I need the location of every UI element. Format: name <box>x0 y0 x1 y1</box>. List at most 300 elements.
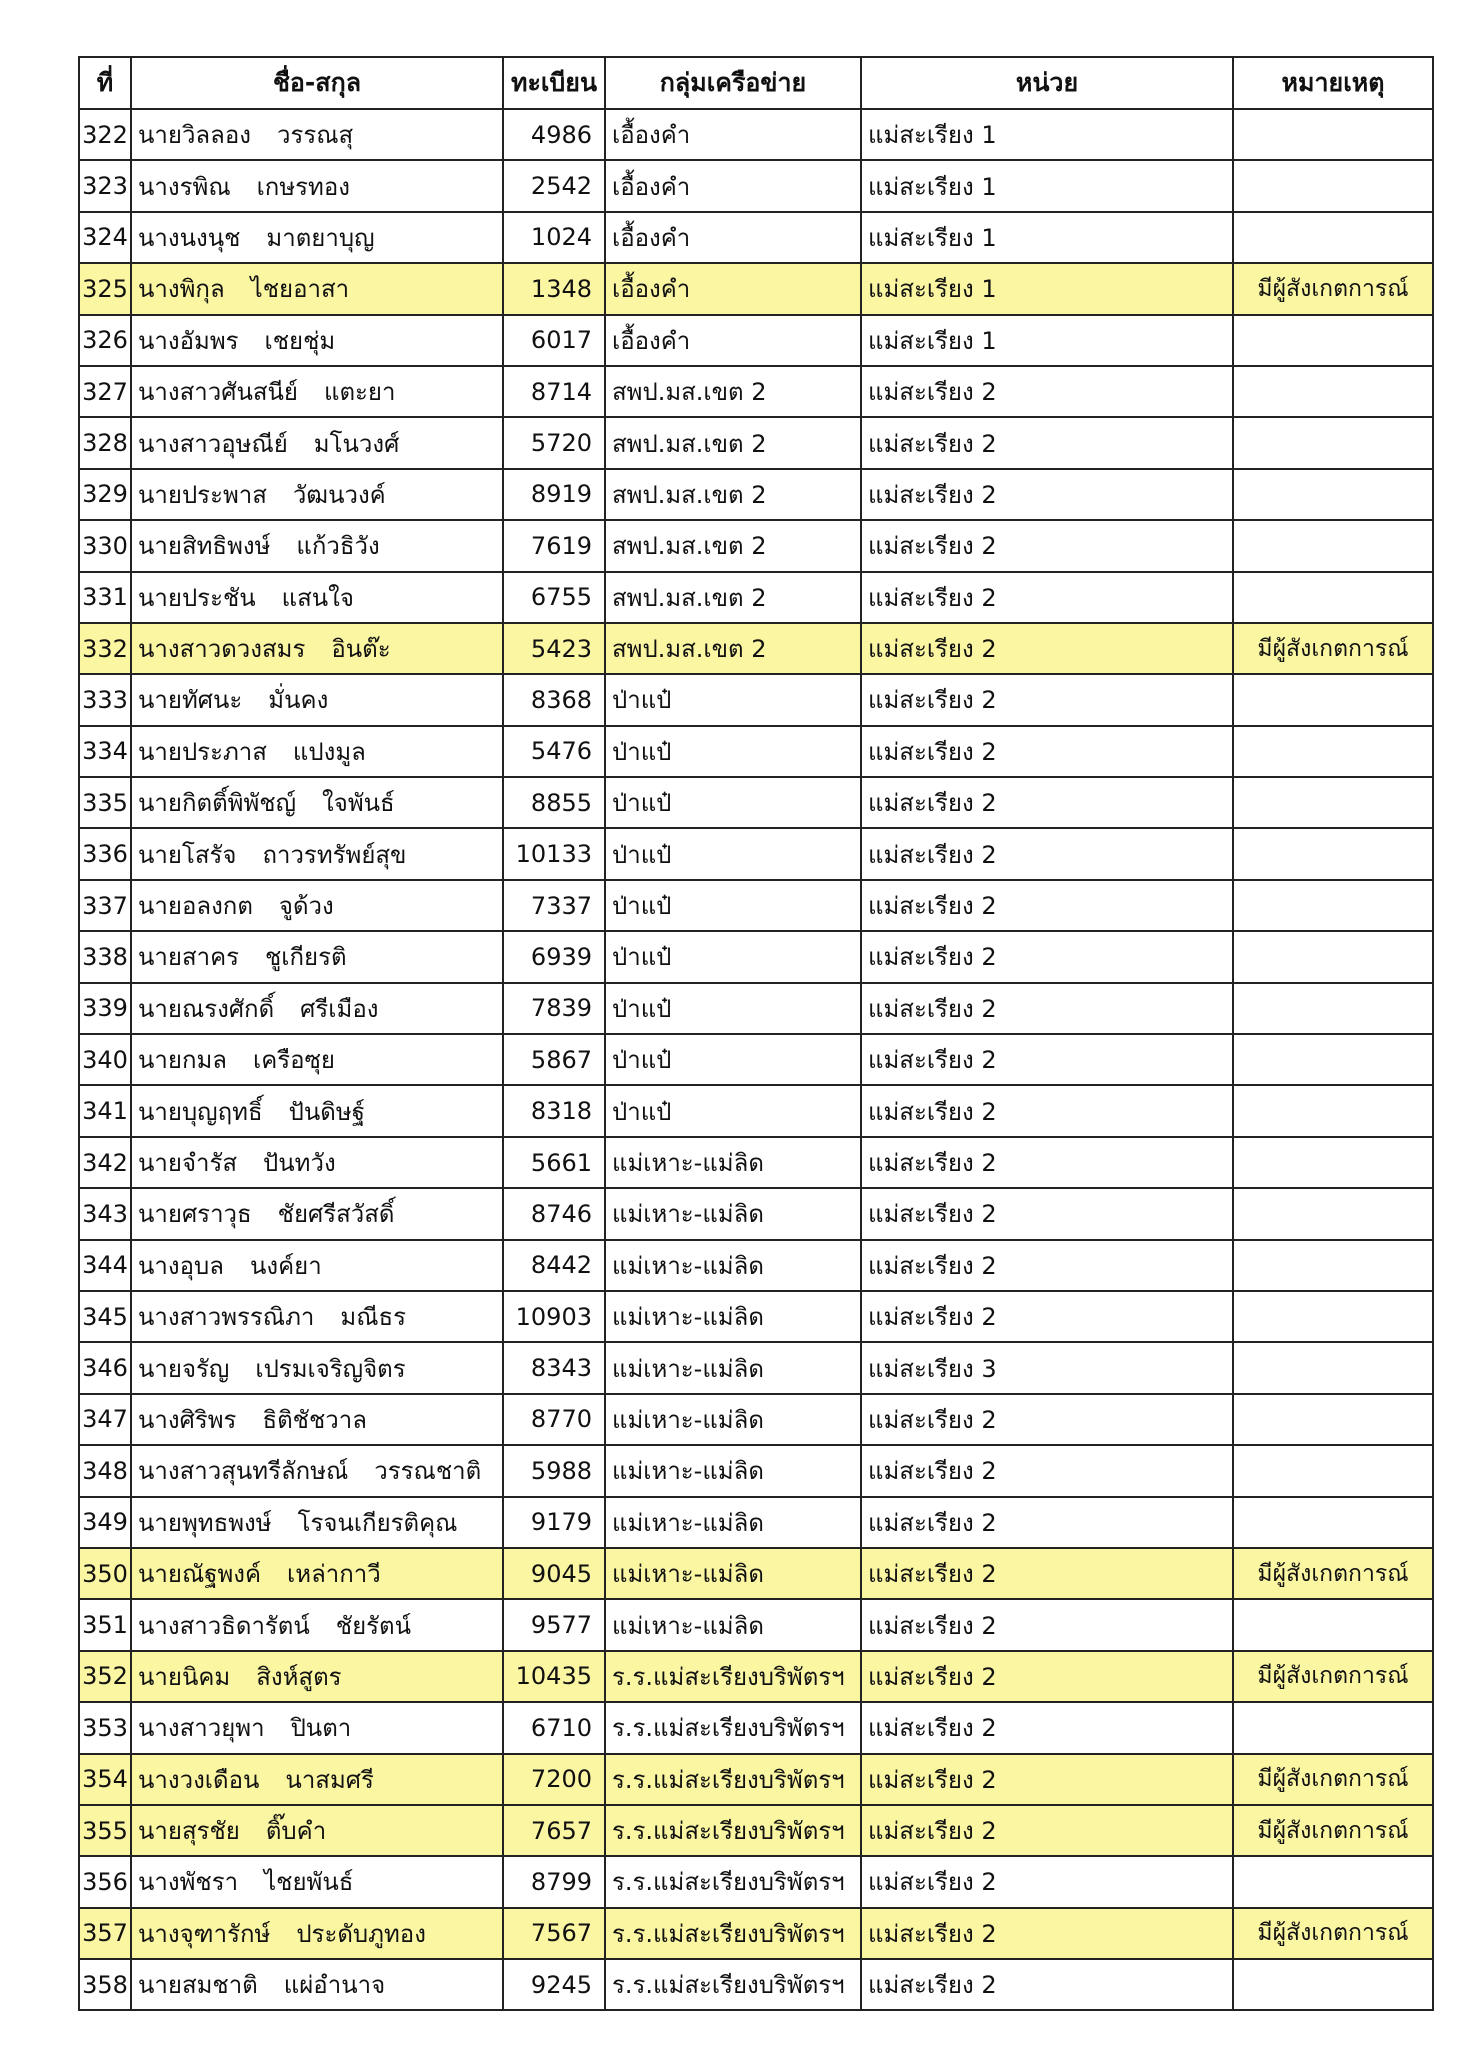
registration-number: 7200 <box>503 1754 605 1805</box>
network-group: ป่าแป๋ <box>605 726 861 777</box>
first-name: นางวงเดือน <box>138 1765 260 1794</box>
table-row <box>79 417 1433 468</box>
table-row <box>79 212 1433 263</box>
last-name: ชูเกียรติ <box>265 943 347 972</box>
registration-number: 10903 <box>503 1291 605 1342</box>
network-group: เอื้องคำ <box>605 160 861 211</box>
first-name: นางรพิณ <box>138 172 231 201</box>
row-number: 334 <box>79 726 131 777</box>
table-row <box>79 1240 1433 1291</box>
person-name <box>131 109 503 160</box>
note <box>1233 1702 1433 1753</box>
table-row <box>79 366 1433 417</box>
last-name: จูด้วง <box>278 892 334 921</box>
unit: แม่สะเรียง 2 <box>861 1085 1233 1136</box>
registration-number: 8368 <box>503 674 605 725</box>
first-name: นางสาวสุนทรีลักษณ์ <box>138 1457 349 1486</box>
header-registration: ทะเบียน <box>503 57 605 109</box>
network-group: ป่าแป๋ <box>605 828 861 879</box>
table-row <box>79 1034 1433 1085</box>
unit: แม่สะเรียง 2 <box>861 1599 1233 1650</box>
row-number: 339 <box>79 983 131 1034</box>
table-row <box>79 1394 1433 1445</box>
row-number: 353 <box>79 1702 131 1753</box>
unit: แม่สะเรียง 2 <box>861 1291 1233 1342</box>
registration-number: 6017 <box>503 315 605 366</box>
last-name: ไชยพันธ์ <box>264 1868 354 1897</box>
last-name: มั่นคง <box>268 686 329 715</box>
table-row <box>79 1291 1433 1342</box>
table-row <box>79 623 1433 674</box>
note <box>1233 1959 1433 2010</box>
last-name: เปรมเจริญจิตร <box>255 1354 406 1383</box>
registration-number: 4986 <box>503 109 605 160</box>
table-row <box>79 1085 1433 1136</box>
person-name <box>131 777 503 828</box>
network-group: ร.ร.แม่สะเรียงบริพัตรฯ <box>605 1702 861 1753</box>
person-name <box>131 366 503 417</box>
table-row <box>79 263 1433 314</box>
registration-number: 9179 <box>503 1497 605 1548</box>
row-number: 352 <box>79 1651 131 1702</box>
table-row <box>79 520 1433 571</box>
row-number: 342 <box>79 1137 131 1188</box>
person-name <box>131 572 503 623</box>
unit: แม่สะเรียง 2 <box>861 417 1233 468</box>
network-group: สพป.มส.เขต 2 <box>605 469 861 520</box>
table-row <box>79 1651 1433 1702</box>
last-name: เชยชุ่ม <box>264 326 336 355</box>
note <box>1233 520 1433 571</box>
registration-number: 5423 <box>503 623 605 674</box>
table-row <box>79 1548 1433 1599</box>
note <box>1233 880 1433 931</box>
person-name <box>131 160 503 211</box>
network-group: ป่าแป๋ <box>605 880 861 931</box>
row-number: 341 <box>79 1085 131 1136</box>
note <box>1233 726 1433 777</box>
row-number: 355 <box>79 1805 131 1856</box>
note <box>1233 1445 1433 1496</box>
header-note: หมายเหตุ <box>1233 57 1433 109</box>
last-name: แสนใจ <box>281 583 354 612</box>
table-header <box>79 57 1433 109</box>
last-name: นงค์ยา <box>249 1251 322 1280</box>
unit: แม่สะเรียง 2 <box>861 777 1233 828</box>
table-row <box>79 1497 1433 1548</box>
person-name <box>131 520 503 571</box>
note <box>1233 417 1433 468</box>
first-name: นายโสรัจ <box>138 840 237 869</box>
unit: แม่สะเรียง 2 <box>861 572 1233 623</box>
note <box>1233 212 1433 263</box>
header-unit: หน่วย <box>861 57 1233 109</box>
first-name: นายกมล <box>138 1046 228 1075</box>
table-row <box>79 315 1433 366</box>
last-name: โรจนเกียรติคุณ <box>297 1508 458 1537</box>
registration-number: 7839 <box>503 983 605 1034</box>
unit: แม่สะเรียง 2 <box>861 674 1233 725</box>
last-name: ไชยอาสา <box>250 275 350 304</box>
unit: แม่สะเรียง 2 <box>861 1856 1233 1907</box>
table-row <box>79 983 1433 1034</box>
person-name <box>131 1908 503 1959</box>
note <box>1233 983 1433 1034</box>
person-name <box>131 1548 503 1599</box>
note <box>1233 1240 1433 1291</box>
network-group: ร.ร.แม่สะเรียงบริพัตรฯ <box>605 1651 861 1702</box>
person-name <box>131 1085 503 1136</box>
first-name: นางสาวพรรณิภา <box>138 1303 315 1332</box>
header-network-group: กลุ่มเครือข่าย <box>605 57 861 109</box>
last-name: เครือซุย <box>253 1046 335 1075</box>
first-name: นายบุญฤทธิ์ <box>138 1097 263 1126</box>
table-row <box>79 674 1433 725</box>
unit: แม่สะเรียง 2 <box>861 983 1233 1034</box>
person-name <box>131 623 503 674</box>
network-group: แม่เหาะ-แม่ลิด <box>605 1548 861 1599</box>
row-number: 358 <box>79 1959 131 2010</box>
table-row <box>79 109 1433 160</box>
last-name: นาสมศรี <box>285 1765 374 1794</box>
first-name: นางพิกุล <box>138 275 225 304</box>
row-number: 340 <box>79 1034 131 1085</box>
first-name: นายสาคร <box>138 943 240 972</box>
note <box>1233 674 1433 725</box>
table-row <box>79 828 1433 879</box>
row-number: 329 <box>79 469 131 520</box>
last-name: ปันทวัง <box>263 1149 336 1177</box>
person-name <box>131 1188 503 1239</box>
registration-number: 9245 <box>503 1959 605 2010</box>
table-row <box>79 469 1433 520</box>
network-group: ป่าแป๋ <box>605 931 861 982</box>
unit: แม่สะเรียง 2 <box>861 623 1233 674</box>
row-number: 328 <box>79 417 131 468</box>
person-name <box>131 1394 503 1445</box>
note <box>1233 109 1433 160</box>
person-name <box>131 983 503 1034</box>
row-number: 331 <box>79 572 131 623</box>
network-group: แม่เหาะ-แม่ลิด <box>605 1188 861 1239</box>
network-group: ป่าแป๋ <box>605 777 861 828</box>
person-name <box>131 1034 503 1085</box>
table-row <box>79 1599 1433 1650</box>
network-group: เอื้องคำ <box>605 263 861 314</box>
first-name: นายประภาส <box>138 737 267 766</box>
note <box>1233 469 1433 520</box>
last-name: เหล่ากาวี <box>287 1560 381 1589</box>
row-number: 347 <box>79 1394 131 1445</box>
table-row <box>79 1445 1433 1496</box>
person-name <box>131 417 503 468</box>
note <box>1233 1137 1433 1188</box>
row-number: 337 <box>79 880 131 931</box>
last-name: แปงมูล <box>292 737 366 766</box>
note <box>1233 160 1433 211</box>
person-name <box>131 263 503 314</box>
person-name <box>131 1754 503 1805</box>
registration-number: 1024 <box>503 212 605 263</box>
row-number: 333 <box>79 674 131 725</box>
last-name: วรรณชาติ <box>374 1457 482 1486</box>
row-number: 322 <box>79 109 131 160</box>
unit: แม่สะเรียง 2 <box>861 931 1233 982</box>
network-group: ร.ร.แม่สะเรียงบริพัตรฯ <box>605 1959 861 2010</box>
registration-number: 5988 <box>503 1445 605 1496</box>
row-number: 351 <box>79 1599 131 1650</box>
last-name: ชัยศรีสวัสดิ์ <box>277 1200 395 1229</box>
unit: แม่สะเรียง 2 <box>861 1908 1233 1959</box>
table-row <box>79 777 1433 828</box>
unit: แม่สะเรียง 2 <box>861 366 1233 417</box>
last-name: แผ่อำนาจ <box>283 1971 386 2000</box>
first-name: นายสิทธิพงษ์ <box>138 532 271 561</box>
registration-number: 8318 <box>503 1085 605 1136</box>
registration-number: 2542 <box>503 160 605 211</box>
person-name <box>131 1291 503 1342</box>
person-name <box>131 1599 503 1650</box>
last-name: ชัยรัตน์ <box>335 1611 412 1640</box>
unit: แม่สะเรียง 2 <box>861 726 1233 777</box>
network-group: แม่เหาะ-แม่ลิด <box>605 1240 861 1291</box>
person-name <box>131 1497 503 1548</box>
network-group: ป่าแป๋ <box>605 983 861 1034</box>
unit: แม่สะเรียง 1 <box>861 263 1233 314</box>
note: มีผู้สังเกตการณ์ <box>1233 1908 1433 1959</box>
header-no: ที่ <box>79 57 131 109</box>
note <box>1233 1034 1433 1085</box>
table-row <box>79 726 1433 777</box>
row-number: 343 <box>79 1188 131 1239</box>
last-name: เกษรทอง <box>256 172 350 201</box>
person-name <box>131 1805 503 1856</box>
note <box>1233 1342 1433 1393</box>
table-row <box>79 880 1433 931</box>
table-row <box>79 1959 1433 2010</box>
row-number: 345 <box>79 1291 131 1342</box>
first-name: นายศราวุธ <box>138 1200 252 1229</box>
registration-number: 7657 <box>503 1805 605 1856</box>
note <box>1233 366 1433 417</box>
note <box>1233 828 1433 879</box>
last-name: แตะยา <box>323 378 396 407</box>
unit: แม่สะเรียง 2 <box>861 1548 1233 1599</box>
unit: แม่สะเรียง 2 <box>861 469 1233 520</box>
first-name: นายนิคม <box>138 1662 231 1691</box>
note <box>1233 572 1433 623</box>
note <box>1233 315 1433 366</box>
table-row <box>79 1188 1433 1239</box>
unit: แม่สะเรียง 1 <box>861 315 1233 366</box>
unit: แม่สะเรียง 2 <box>861 1702 1233 1753</box>
first-name: นายวิลลอง <box>138 121 251 150</box>
network-group: แม่เหาะ-แม่ลิด <box>605 1291 861 1342</box>
unit: แม่สะเรียง 2 <box>861 1034 1233 1085</box>
unit: แม่สะเรียง 2 <box>861 520 1233 571</box>
first-name: นางศิริพร <box>138 1405 237 1434</box>
row-number: 349 <box>79 1497 131 1548</box>
first-name: นางนงนุช <box>138 223 241 252</box>
registration-number: 7337 <box>503 880 605 931</box>
network-group: สพป.มส.เขต 2 <box>605 623 861 674</box>
first-name: นางจุฑารักษ์ <box>138 1919 271 1948</box>
note: มีผู้สังเกตการณ์ <box>1233 1754 1433 1805</box>
registration-number: 5867 <box>503 1034 605 1085</box>
row-number: 346 <box>79 1342 131 1393</box>
network-group: ป่าแป๋ <box>605 1085 861 1136</box>
last-name: ประดับภูทอง <box>296 1919 426 1948</box>
table-row <box>79 1856 1433 1907</box>
table-row <box>79 1702 1433 1753</box>
document-sheet <box>78 56 1432 2011</box>
row-number: 325 <box>79 263 131 314</box>
header-row <box>79 57 1433 109</box>
unit: แม่สะเรียง 2 <box>861 1445 1233 1496</box>
registration-number: 8442 <box>503 1240 605 1291</box>
note <box>1233 1291 1433 1342</box>
last-name: ปินตา <box>290 1714 352 1743</box>
note <box>1233 1599 1433 1650</box>
unit: แม่สะเรียง 2 <box>861 828 1233 879</box>
last-name: ติ๊บคำ <box>265 1817 327 1846</box>
row-number: 326 <box>79 315 131 366</box>
network-group: แม่เหาะ-แม่ลิด <box>605 1599 861 1650</box>
table-row <box>79 1908 1433 1959</box>
row-number: 323 <box>79 160 131 211</box>
person-name <box>131 1702 503 1753</box>
row-number: 348 <box>79 1445 131 1496</box>
unit: แม่สะเรียง 3 <box>861 1342 1233 1393</box>
network-group: ร.ร.แม่สะเรียงบริพัตรฯ <box>605 1856 861 1907</box>
row-number: 338 <box>79 931 131 982</box>
person-name <box>131 931 503 982</box>
table-row <box>79 572 1433 623</box>
unit: แม่สะเรียง 1 <box>861 160 1233 211</box>
last-name: อินต๊ะ <box>331 635 391 664</box>
person-name <box>131 1137 503 1188</box>
first-name: นายกิตติ์พิพัชญ์ <box>138 789 297 818</box>
note: มีผู้สังเกตการณ์ <box>1233 1805 1433 1856</box>
first-name: นายสุรชัย <box>138 1817 240 1846</box>
first-name: นายอลงกต <box>138 892 253 921</box>
row-number: 354 <box>79 1754 131 1805</box>
row-number: 344 <box>79 1240 131 1291</box>
table-row <box>79 1342 1433 1393</box>
registration-number: 9577 <box>503 1599 605 1650</box>
registration-number: 8746 <box>503 1188 605 1239</box>
registration-number: 5476 <box>503 726 605 777</box>
first-name: นางพัชรา <box>138 1868 239 1897</box>
row-number: 357 <box>79 1908 131 1959</box>
roster-table <box>78 56 1434 2011</box>
first-name: นายประพาส <box>138 480 267 509</box>
last-name: ศรีเมือง <box>300 994 379 1023</box>
network-group: แม่เหาะ-แม่ลิด <box>605 1497 861 1548</box>
first-name: นางสาวธิดารัตน์ <box>138 1611 310 1640</box>
table-row <box>79 160 1433 211</box>
first-name: นายณัฐพงค์ <box>138 1560 262 1589</box>
header-name: ชื่อ-สกุล <box>131 57 503 109</box>
registration-number: 6710 <box>503 1702 605 1753</box>
last-name: สิงห์สูตร <box>256 1662 342 1691</box>
network-group: แม่เหาะ-แม่ลิด <box>605 1137 861 1188</box>
network-group: ร.ร.แม่สะเรียงบริพัตรฯ <box>605 1908 861 1959</box>
registration-number: 5720 <box>503 417 605 468</box>
registration-number: 8343 <box>503 1342 605 1393</box>
person-name <box>131 315 503 366</box>
last-name: ใจพันธ์ <box>322 789 395 818</box>
note: มีผู้สังเกตการณ์ <box>1233 1651 1433 1702</box>
unit: แม่สะเรียง 2 <box>861 1188 1233 1239</box>
table-row <box>79 1754 1433 1805</box>
first-name: นายจรัญ <box>138 1354 230 1383</box>
table-row <box>79 1805 1433 1856</box>
network-group: เอื้องคำ <box>605 109 861 160</box>
note <box>1233 777 1433 828</box>
registration-number: 6939 <box>503 931 605 982</box>
unit: แม่สะเรียง 1 <box>861 109 1233 160</box>
registration-number: 10435 <box>503 1651 605 1702</box>
network-group: สพป.มส.เขต 2 <box>605 417 861 468</box>
network-group: เอื้องคำ <box>605 212 861 263</box>
unit: แม่สะเรียง 2 <box>861 1651 1233 1702</box>
first-name: นางอัมพร <box>138 326 239 355</box>
person-name <box>131 880 503 931</box>
last-name: มณีธร <box>340 1303 406 1332</box>
person-name <box>131 1342 503 1393</box>
registration-number: 8770 <box>503 1394 605 1445</box>
note: มีผู้สังเกตการณ์ <box>1233 263 1433 314</box>
note: มีผู้สังเกตการณ์ <box>1233 1548 1433 1599</box>
note <box>1233 1497 1433 1548</box>
last-name: ปันดิษฐ์ <box>288 1097 365 1126</box>
network-group: ป่าแป๋ <box>605 1034 861 1085</box>
network-group: ร.ร.แม่สะเรียงบริพัตรฯ <box>605 1805 861 1856</box>
network-group: ป่าแป๋ <box>605 674 861 725</box>
last-name: แก้วธิวัง <box>296 532 380 561</box>
network-group: เอื้องคำ <box>605 315 861 366</box>
network-group: สพป.มส.เขต 2 <box>605 366 861 417</box>
first-name: นางอุบล <box>138 1251 224 1280</box>
last-name: มโนวงศ์ <box>313 429 400 458</box>
registration-number: 8855 <box>503 777 605 828</box>
registration-number: 5661 <box>503 1137 605 1188</box>
registration-number: 1348 <box>503 263 605 314</box>
table-body <box>79 109 1433 2010</box>
first-name: นายสมชาติ <box>138 1971 258 2000</box>
row-number: 330 <box>79 520 131 571</box>
network-group: แม่เหาะ-แม่ลิด <box>605 1445 861 1496</box>
row-number: 332 <box>79 623 131 674</box>
registration-number: 10133 <box>503 828 605 879</box>
row-number: 356 <box>79 1856 131 1907</box>
note: มีผู้สังเกตการณ์ <box>1233 623 1433 674</box>
row-number: 324 <box>79 212 131 263</box>
unit: แม่สะเรียง 2 <box>861 1394 1233 1445</box>
first-name: นางสาวดวงสมร <box>138 635 306 664</box>
network-group: แม่เหาะ-แม่ลิด <box>605 1342 861 1393</box>
last-name: วรรณสุ <box>276 121 354 150</box>
row-number: 350 <box>79 1548 131 1599</box>
unit: แม่สะเรียง 2 <box>861 880 1233 931</box>
person-name <box>131 674 503 725</box>
unit: แม่สะเรียง 2 <box>861 1754 1233 1805</box>
note <box>1233 1085 1433 1136</box>
network-group: แม่เหาะ-แม่ลิด <box>605 1394 861 1445</box>
unit: แม่สะเรียง 1 <box>861 212 1233 263</box>
last-name: ธิติชัชวาล <box>262 1405 367 1434</box>
